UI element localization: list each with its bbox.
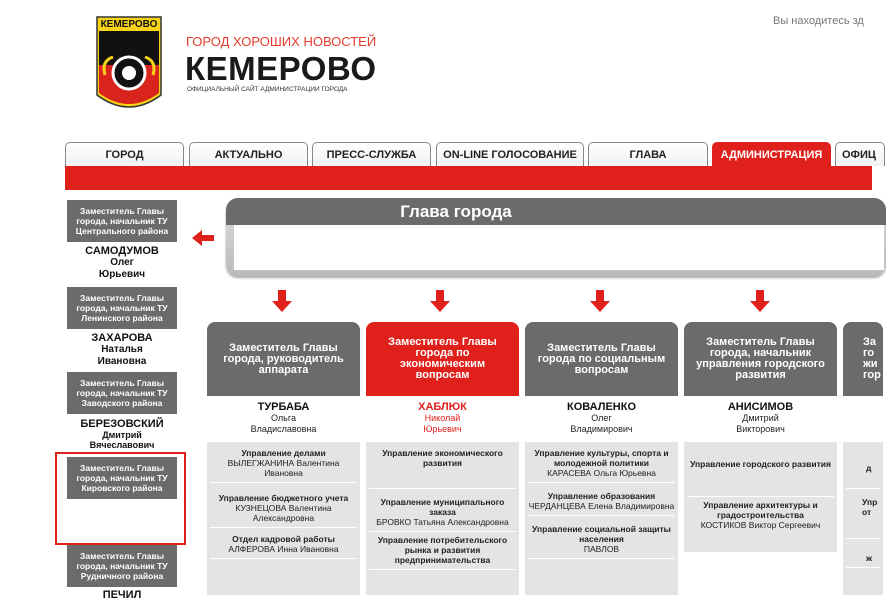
nav-underline [65,166,872,190]
head-panel-body [234,225,884,270]
patronymic: Викторович [736,424,785,434]
breadcrumb: Вы находитесь зд [773,15,864,27]
dept-list [207,442,360,595]
deputy-title[interactable]: Заместитель Главы города по социальным вопросам [525,322,678,396]
dept-list [684,442,837,552]
list-item[interactable] [528,445,675,483]
arrow-down-icon [272,290,292,317]
first-name: Дмитрий [102,430,142,440]
list-item[interactable] [528,516,675,559]
tab-press[interactable]: ПРЕСС-СЛУЖБА [312,142,431,166]
site-subtitle: ОФИЦИАЛЬНЫЙ САЙТ АДМИНИСТРАЦИИ ГОРОДА [187,86,348,93]
dept-head: АЛФЕРОВА Инна Ивановна [228,544,339,554]
site-title[interactable]: КЕМЕРОВО [185,50,377,87]
dept-title: Управление потребительского рынка и развития предпринимательства [377,535,508,565]
first-name: Ольга [271,413,296,423]
surname: БЕРЕЗОВСКИЙ [80,418,164,430]
first-name: Наталья [101,344,143,355]
patronymic: Владиславовна [250,424,317,434]
deputy-column-social [525,322,678,595]
patronymic: Владимирович [570,424,633,434]
crest-label: КЕМЕРОВО [100,19,158,30]
dept-title: Управление экономического развития [382,448,503,468]
deputy-person[interactable] [684,396,837,442]
district-rudnichny-title[interactable]: Заместитель Главы города, начальник ТУ Рудничного района [67,545,177,587]
district-leninsky-person[interactable] [67,332,177,368]
deputy-column-urban [684,322,837,595]
first-name: Дмитрий [742,413,779,423]
district-zavodsky-title[interactable]: Заместитель Главы города, начальник ТУ Заводского района [67,372,177,414]
list-item[interactable] [687,445,834,497]
patronymic: Вячеславович [89,440,155,450]
deputy-column-apparatus [207,322,360,595]
patronymic: Юрьевич [98,269,146,280]
tab-head[interactable]: ГЛАВА [588,142,708,166]
dept-title: Управление бюджетного учета [218,493,349,503]
head-title[interactable]: Глава города [226,198,886,225]
deputy-column-economy [366,322,519,595]
surname: АНИСИМОВ [727,401,794,413]
dept-head: КАРАСЕВА Ольга Юрьевна [547,468,656,478]
tab-actual[interactable]: АКТУАЛЬНО [189,142,308,166]
deputy-person[interactable] [207,396,360,442]
surname: ПЕЧИЛ [102,589,142,601]
district-central-title[interactable]: Заместитель Главы города, начальник ТУ Центрального района [67,200,177,242]
selection-highlight [55,452,186,545]
tab-city[interactable]: ГОРОД [65,142,184,166]
dept-head: ВЫЛЕГЖАНИНА Валентина Ивановна [227,458,340,478]
list-item[interactable] [369,445,516,489]
dept-list [525,442,678,595]
tab-voting[interactable]: ON-LINE ГОЛОСОВАНИЕ [436,142,584,166]
dept-head: БРОВКО Татьяна Александровна [376,517,509,527]
district-rudnichny-person[interactable] [67,589,177,601]
surname: САМОДУМОВ [85,245,159,257]
arrow-down-icon [590,290,610,317]
dept-title: Управление социальной защиты населения [532,524,671,544]
dept-list [843,442,883,595]
district-zavodsky-person[interactable] [67,418,177,452]
dept-title: Управление делами [241,448,326,458]
deputy-column-partial [843,322,883,595]
list-item[interactable] [846,445,880,489]
deputy-title[interactable]: Заместитель Главы города, начальник управления городского развития [684,322,837,396]
dept-title: Управление городского развития [690,459,831,469]
dept-title: д [866,463,872,473]
deputy-person[interactable] [843,396,883,442]
dept-title: ж [866,553,873,563]
dept-title: Управление культуры, спорта и молодежной политики [534,448,669,468]
list-item[interactable] [369,489,516,532]
first-name: Николай [424,413,461,423]
list-item[interactable] [210,445,357,483]
deputy-title[interactable]: Заместитель Главы города по экономическим вопросам [366,322,519,396]
city-crest[interactable] [95,15,163,119]
first-name: Олег [110,257,134,268]
site-tagline: ГОРОД ХОРОШИХ НОВОСТЕЙ [186,34,377,49]
dept-title: Управление образования [547,491,656,501]
dept-head: ЧЕРДАНЦЕВА Елена Владимировна [528,501,675,511]
arrow-left-icon [192,230,214,251]
dept-head: КУЗНЕЦОВА Валентина Александровна [235,503,332,523]
tab-administration[interactable]: АДМИНИСТРАЦИЯ [712,142,831,166]
surname: КОВАЛЕНКО [566,401,636,413]
list-item[interactable] [369,532,516,570]
surname: ТУРБАБА [257,401,310,413]
patronymic: Ивановна [97,356,147,367]
deputy-person[interactable] [525,396,678,442]
list-item[interactable] [528,483,675,516]
dept-head: КОСТИКОВ Виктор Сергеевич [700,520,821,530]
tab-official[interactable]: ОФИЦ [835,142,885,166]
dept-title: Управление муниципального заказа [380,497,505,517]
district-leninsky-title[interactable]: Заместитель Главы города, начальник ТУ Ленинского района [67,287,177,329]
list-item[interactable] [687,497,834,534]
surname: ХАБЛЮК [418,401,467,413]
deputy-person[interactable] [366,396,519,442]
arrow-down-icon [750,290,770,317]
patronymic: Юрьевич [423,424,462,434]
surname: ЗАХАРОВА [91,332,153,344]
list-item[interactable] [210,483,357,528]
dept-title: Упр от [862,497,878,517]
district-central-person[interactable] [67,245,177,281]
dept-title: Отдел кадровой работы [232,534,335,544]
arrow-down-icon [430,290,450,317]
dept-head: ПАВЛОВ [583,544,620,554]
dept-list [366,442,519,595]
list-item[interactable] [210,528,357,559]
dept-title: Управление архитектуры и градостроительства [703,500,818,520]
list-item[interactable] [846,489,880,539]
district-kirovsky-title[interactable]: Заместитель Главы города, начальник ТУ Кировского района [67,457,177,499]
first-name: Олег [591,413,612,423]
list-item[interactable] [846,539,880,568]
deputy-title[interactable]: За го жи гор [843,322,883,396]
deputy-title[interactable]: Заместитель Главы города, руководитель аппарата [207,322,360,396]
